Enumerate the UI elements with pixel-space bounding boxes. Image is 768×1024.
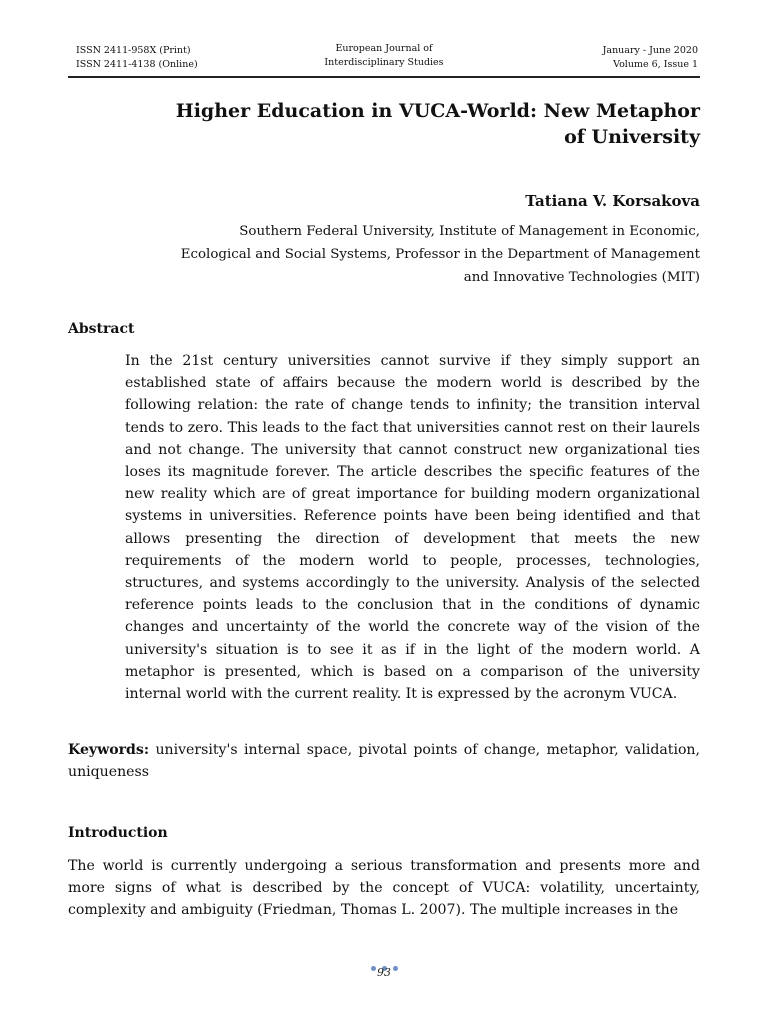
author-affiliation: Southern Federal University, Institute of Management in Economic, Ecological and Social Systems, Professor in the Department of Management and Innovative Technologies (MIT) <box>180 224 700 285</box>
journal-name-line1: European Journal of <box>335 43 433 54</box>
journal-name-line2: Interdisciplinary Studies <box>324 57 444 68</box>
issue-volume: Volume 6, Issue 1 <box>613 59 698 70</box>
issue-info-block <box>603 44 698 72</box>
introduction-heading: Introduction <box>68 825 168 841</box>
introduction-text: The world is currently undergoing a serious transformation and presents more and more signs of what is described by the concept of VUCA: volatility, uncertainty, complexity and ambiguity (Friedman, Thomas L. 2007). The multiple increases in the <box>68 858 700 919</box>
keywords <box>68 739 700 783</box>
abstract-text: In the 21st century universities cannot survive if they simply support an established state of affairs because the modern world is described by the following relation: the rate of change tends to infinity; the transition interval tends to zero. This leads to the fact that universities cannot rest on their laurels and not change. The university that cannot construct new organizational ties loses its magnitude forever. The article describes the specific features of the new reality which are of great importance for building modern organizational systems in universities. Reference points have been being identified and that allows presenting the direction of development that meets the new requirements of the modern world to people, processes, technologies, structures, and systems accordingly to the university. Analysis of the selected reference points leads to the conclusion that in the conditions of dynamic changes and uncertainty of the world the concrete way of the vision of the university's situation is to see it as if in the light of the modern world. A metaphor is presented, which is based on a comparison of the university internal world with the current reality. It is expressed by the acronym VUCA. <box>125 353 700 703</box>
keywords-text: university's internal space, pivotal points of change, metaphor, validation, uniqueness <box>68 742 700 781</box>
issn-online: ISSN 2411-4138 (Online) <box>76 59 198 70</box>
page-number: 93 <box>377 966 391 979</box>
issue-date: January - June 2020 <box>602 45 698 56</box>
issn-print: ISSN 2411-958X (Print) <box>76 45 191 56</box>
header-divider <box>68 76 700 78</box>
keywords-label: Keywords: <box>68 742 150 758</box>
abstract-heading: Abstract <box>68 321 135 337</box>
paper-title: Higher Education in VUCA-World: New Metaphor of University <box>175 100 700 148</box>
author-name: Tatiana V. Korsakova <box>525 192 700 210</box>
